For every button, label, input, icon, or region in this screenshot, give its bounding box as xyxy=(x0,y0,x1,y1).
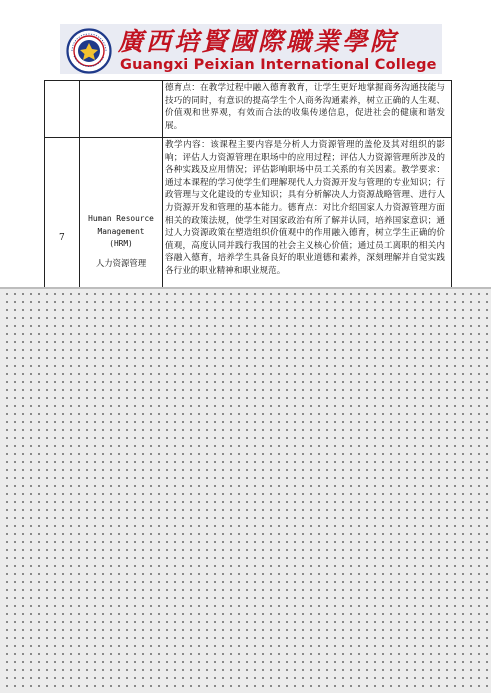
previous-row-content: 德育点：在教学过程中融入德育教育，让学生更好地掌握商务沟通技能与技巧的同时，有意识的提高学生个人商务沟通素养，树立正确的人生观、价值观和世界观，有效而合法的收集传递信息，促进社会的健康和谐发展。 xyxy=(165,83,445,131)
column-divider-number xyxy=(79,81,80,291)
college-name-chinese: 廣西培賢國際職業學院 xyxy=(118,27,399,56)
college-name-english: Guangxi Peixian International College xyxy=(120,57,437,73)
overlay-edge xyxy=(0,287,491,289)
college-seal-icon xyxy=(66,28,112,74)
course-content: 教学内容：该课程主要内容是分析人力资源管理的盖伦及其对组织的影响；评估人力资源管理在职场中的应用过程；评估人力资源管理所涉及的各种实践及应用情况；评估影响职场中员工关系的有关因素。教学要求：通过本课程的学习使学生们理解现代人力资源开发与管理的专业知识；行政管理与文化建设的专业知识；具有分析解决人力资源战略管理、进行人力资源开发和管理的基本能力。德育点：对比介绍国家人力资源管理方面相关的政策法规，使学生对国家政治有所了解并认同，培养国家意识；通过人力资源政策在塑造组织价值观中的作用融入德育，树立学生正确的价值观，高度认同并践行我国的社会主义核心价值；通过员工离职的相关内容融入德育，培养学生具备良好的职业道德和素养，深刻理解并自觉实践各行业的职业精神和职业规范。 xyxy=(165,140,445,276)
course-name-english-line-1: Human Resource xyxy=(88,214,154,223)
course-table xyxy=(44,80,452,291)
course-name-chinese: 人力资源管理 xyxy=(95,258,147,268)
course-name-english-line-2: Management xyxy=(97,226,145,236)
course-name-english xyxy=(83,213,159,251)
row-divider xyxy=(45,137,451,138)
column-divider-course xyxy=(162,81,163,291)
course-name-english-line-3: (HRM) xyxy=(109,239,133,248)
dotted-overlay xyxy=(0,287,491,693)
row-number: 7 xyxy=(59,233,65,243)
